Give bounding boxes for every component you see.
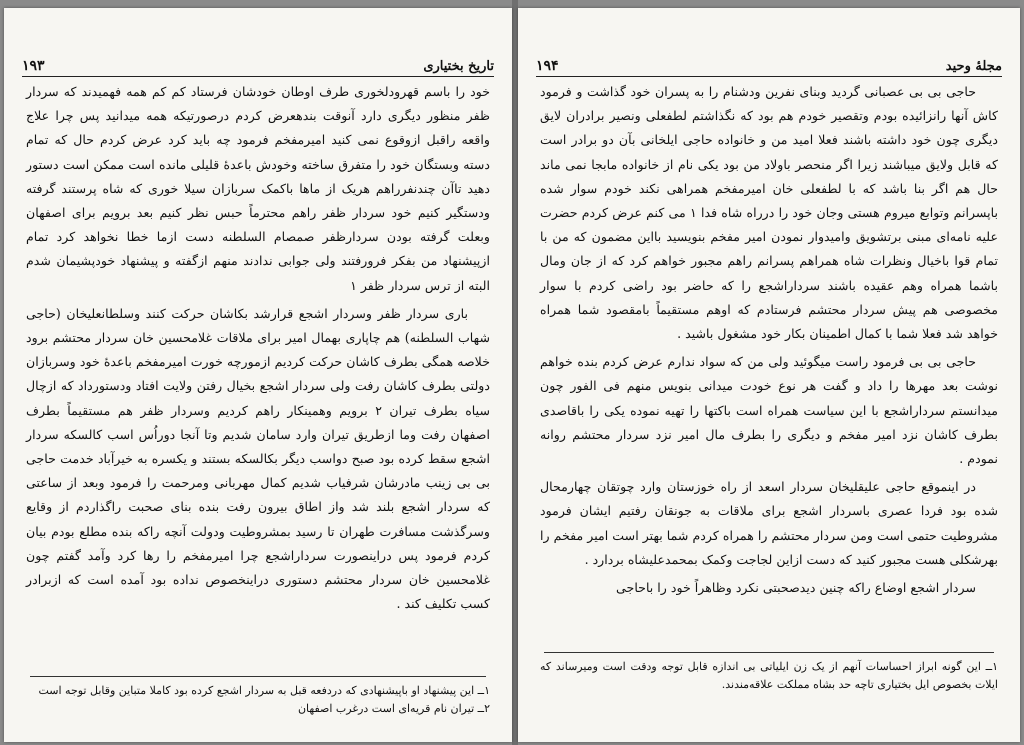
left-paragraph-1: خود را باسم قهرودلخوری طرف اوطان خودشان فرستاد کم کم همه فهمیدند که سردار ظفر منظور دیگری دارد آنوقت بندهعرض کردم درصورتیکه همه میدانید پس چرا علاج واقعه راقبل ازوقوع نمی کنید امیرمفخم فرمود چه باید کرد عرض کردم حال که تمام دسته وبستگان خود را متفرق ساخته وخودش باعدهٔ قلیلی مانده است ممکن است دستور دهید تاآن چندنفرراهم هریک از ماها باکمک سربازان سیلا خوری که شاه پرستند گرفته ودستگیر کنیم خود سردار ظفر راهم محترماً حبس نظر کنیم بعد برویم برای اصفهان وبعلت گرفته بودن سردارظفر صمصام السلطنه دست ازما خطا نخواهد کرد تمام ازپیشنهاد من بفکر فرورفتند ولی جوابی ندادند منهم ازگفته و پیشنهاد خودپشیمان شدم البته از ترس سردار ظفر ۱ <box>26 84 490 293</box>
right-paragraph-2: حاجی بی بی فرمود راست میگوئید ولی من که سواد ندارم عرض کردم بنده خواهم نوشت بعد مهرها را داد و گفت هر نوع خودت میدانی بنویس منهم فی الفور چون میدانستم سرداراشجع با این سیاست همراه است باکتها را تهیه نموده یکی را باقاصدی بطرف کاشان نزد امیر مفخم و دیگری را بطرف مال امیر نزد سردار محتشم روانه نمودم . <box>540 354 998 467</box>
right-page-number: ۱۹۴ <box>536 58 559 74</box>
right-page-body <box>540 80 998 604</box>
right-paragraph-1: حاجی بی بی عصبانی گردید وبنای نفرین ودشنام را به پسران خود گذاشت و فرمود کاش آنها رانزائیده بودم وتقصیر خودم هم بود که نگذاشتم لطفعلی ونصیر برادران لایق دیگری چون خود داشته باشند فعلا امید من و خانواده حاجی ایلخانی بآن دو برادر است که قابل ولایق میباشند زیرا اگر منحصر باولاد من بود یکی نام از خانواده مابجا نمی ماند حال هم اگر بنا باشد که با لطفعلی خان امیرمفخم همراهی نکند خودم سوار شده باپسرانم وتوابع میروم هستی وجان خود را درراه شاه فدا ۱ می کنم عرض کردم حضرت علیه نامه‌ای مبنی برتشویق وامیدوار نمودن امیر مفخم بنویسید بااین مضمون که من با تمام قوا باخیال ونظرات شاه همراهم پسرانم راهم مجبور خواهم کرد که از جان ومال باشما همراه وهم عقیده باشند سرداراشجع را که حاضر بود راضی کردم با سوار مخصوصی هم پیش سردار محتشم فرستادم که اوهم مستقیماً بامقصود شما همراه خواهد شد فعلا شما با کمال اطمینان بکار خود مشغول باشید . <box>540 84 998 342</box>
left-paragraph-2: باری سردار ظفر وسردار اشجع قرارشد بکاشان حرکت کنند وسلطانعلیخان (حاجی شهاب السلطنه) هم چاپاری بهمال امیر برای ملاقات غلامحسین خان سردار محتشم برود خلاصه همگی بطرف کاشان حرکت کردیم ازمورچه خورت امیرمفخم باعدهٔ خود وسربازان دولتی بطرف کاشان رفت ولی سردار اشجع بخیال رفتن ولایت افتاد ودستورداد که ازچال سیاه بطرف تیران ۲ برویم وهمینکار راهم کردیم وسردار ظفر هم مستقیماً بطرف اصفهان رفت وما ازطریق تیران وارد سامان شدیم وتا آنجا دوراُس اسب کالسکه سردار اشجع سقط کرده بود صبح دواسب دیگر بکالسکه بستند و یکسره به خیرآباد خدمت حاجی بی بی زینب مادرشان شرفیاب شدیم کمال مهربانی ومرحمت را فرمود وبعد از ساعتی که سردار اشجع بلند شد واز اطاق بیرون رفت بنده بنای صحبت راگذاردم از وقایع وسرگذشت مسافرت طهران تا رسید بمشروطیت ودولت آنچه راکه بنده مطلع بودم بیان کردم فرمود پس دراینصورت سرداراشجع چرا امیرمفخم را رها کرد وآمد گفتم چون غلامحسین خان سردار محتشم دستوری دراینخصوص نداده بود آمده است که ازبرادر کسب تکلیف کند . <box>26 305 490 612</box>
right-page-title: مجلهٔ وحید <box>945 59 1002 74</box>
left-page-body <box>26 80 490 620</box>
left-page-title: تاریخ بختیاری <box>423 59 494 74</box>
left-footnotes <box>26 682 490 718</box>
right-footnote-rule <box>544 652 994 653</box>
left-footnote-1: ۱ــ این پیشنهاد او باپیشنهادی که دردفعه قبل به سردار اشجع کرده بود کاملا متباین وقابل توجه است <box>38 684 490 697</box>
left-footnote-rule <box>30 676 486 677</box>
left-page-number: ۱۹۳ <box>22 58 45 74</box>
left-page-header <box>22 48 494 77</box>
right-page <box>518 8 1020 742</box>
right-paragraph-4: سردار اشجع اوضاع راکه چنین دیدصحبتی نکرد وظاهراً خود را باحاجی <box>616 580 976 596</box>
right-footnotes <box>540 658 998 694</box>
right-footnote-1: ۱ــ این گونه ابراز احساسات آنهم از یک زن ایلیاتی بی اندازه قابل توجه ودقت است ومیرساند که ایلات بخصوص ایل بختیاری تاچه حد بشاه مملکت علاقه‌مندند. <box>540 660 998 691</box>
left-footnote-2: ۲ــ تیران نام قریه‌ای است درغرب اصفهان <box>297 702 490 715</box>
right-page-header <box>536 48 1002 77</box>
left-page <box>4 8 512 742</box>
right-paragraph-3: در اینموقع حاجی علیقلیخان سردار اسعد از راه خوزستان وارد چوتقان چهارمحال شده بود فردا عصری باسردار اشجع برای ملاقات به جونقان رفتیم ایشان فرمود مشروطیت حتمی است ومن سردار محتشم را همراه کردم شما بهتر است امیر مفخم را بهرشکلی هست مجبور کنید که دست ازاین لجاجت وکمک بمحمدعلیشاه بردارد . <box>540 479 998 567</box>
